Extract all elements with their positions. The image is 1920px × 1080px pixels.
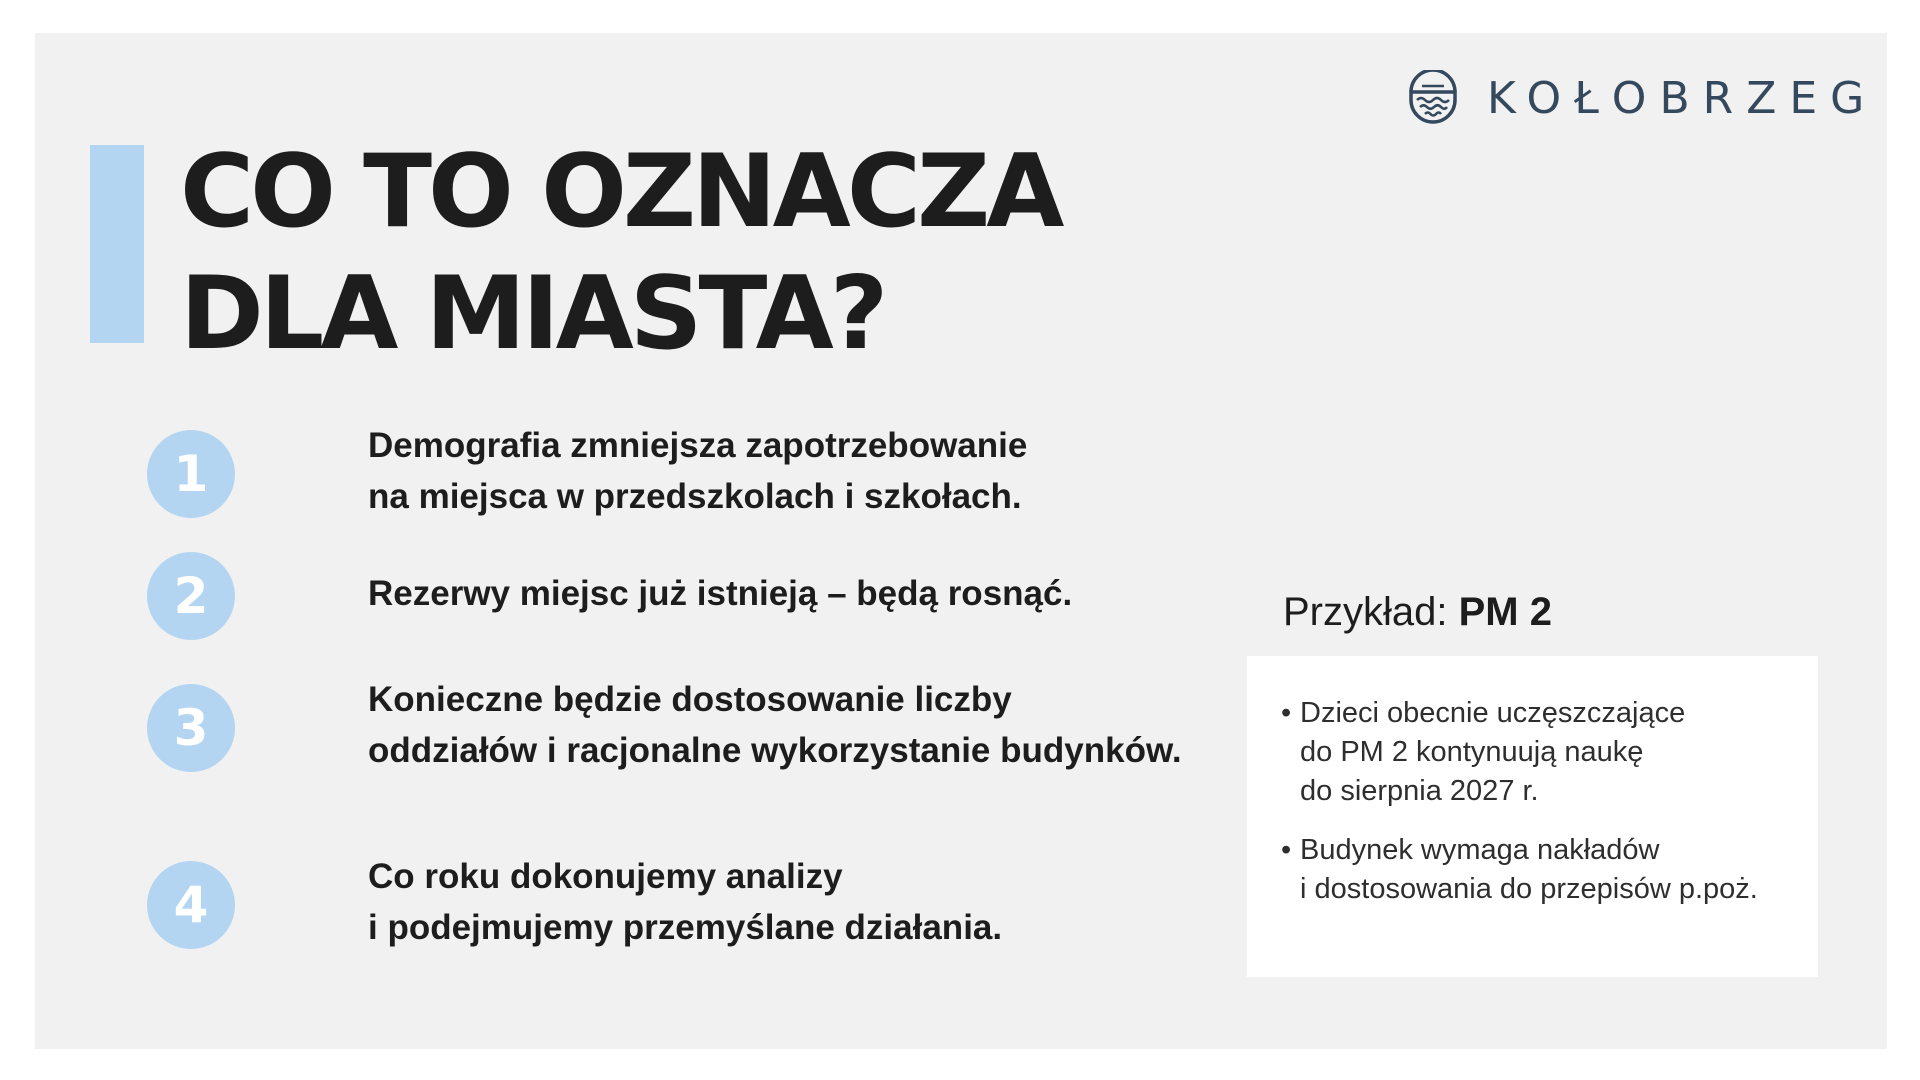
list-item-3-line-1: Konieczne będzie dostosowanie liczby [368,680,1012,719]
example-name: PM 2 [1458,590,1552,634]
example-card [1247,656,1818,977]
list-item-text-3 [368,674,1182,776]
list-item-text-4 [368,851,1002,953]
bullet-2-line-1: Budynek wymaga nakładów [1300,834,1660,866]
list-item-4 [147,857,1002,953]
list-item-3-line-2: oddziałów i racjonalne wykorzystanie budynków. [368,731,1182,770]
list-item-2-line-1: Rezerwy miejsc już istnieją – będą rosnąć. [368,573,1073,613]
list-item-4-line-2: i podejmujemy przemyślane działania. [368,908,1003,947]
number-badge-1: 1 [147,430,235,518]
example-bullet-1 [1281,694,1685,811]
kolobrzeg-logo-icon [1405,70,1461,126]
list-item-1-line-2: na miejsca w przedszkolach i szkołach. [368,477,1022,516]
list-item-text-2 [368,568,1072,619]
bullet-dot-2: • [1281,834,1292,866]
list-item-text-1 [368,420,1027,522]
title-line-2: DLA MIASTA? [180,254,885,372]
example-label: Przykład: [1283,590,1448,634]
list-item-3 [147,680,1182,776]
bullet-1-line-1: Dzieci obecnie uczęszczające [1300,697,1686,729]
logo-wordmark: KOŁOBRZEG [1487,72,1878,124]
list-item-1 [147,426,1027,522]
list-item-1-line-1: Demografia zmniejsza zapotrzebowanie [368,426,1028,465]
list-item-2 [147,552,1072,640]
example-bullet-2 [1281,831,1758,909]
number-badge-4: 4 [147,861,235,949]
title-accent-bar [90,145,144,343]
example-heading [1283,590,1552,635]
number-badge-3: 3 [147,684,235,772]
title-line-1: CO TO OZNACZA [180,132,1061,250]
kolobrzeg-logo [1405,70,1877,126]
list-item-4-line-1: Co roku dokonujemy analizy [368,857,843,896]
bullet-1-line-2: do PM 2 kontynuują naukę [1300,736,1644,768]
bullet-2-line-2: i dostosowania do przepisów p.poż. [1300,873,1758,905]
page-title [180,130,1060,374]
bullet-dot-1: • [1281,697,1292,729]
bullet-1-line-3: do sierpnia 2027 r. [1300,775,1539,807]
number-badge-2: 2 [147,552,235,640]
